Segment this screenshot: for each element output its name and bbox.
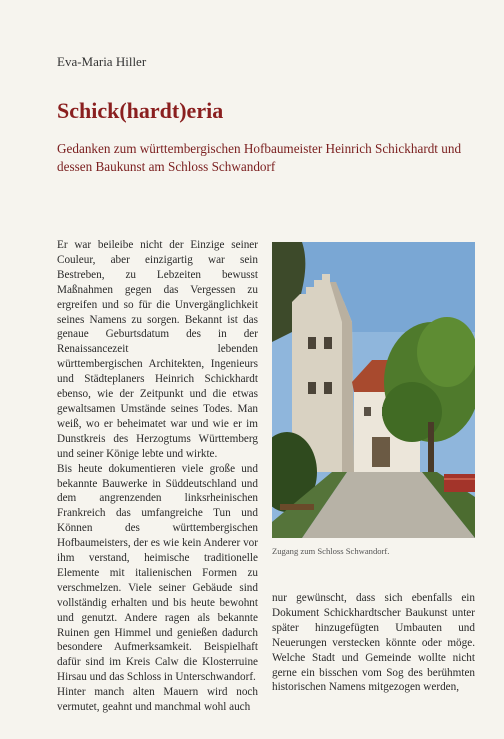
paragraph-continuation: Hinter manch alten Mauern wird noch vermutet, geahnt und manchmal wohl auch <box>57 686 258 714</box>
figure-caption: Zugang zum Schloss Schwandorf. <box>272 546 390 556</box>
author-name: Eva-Maria Hiller <box>57 54 147 69</box>
article-title: Schick(hardt)eria <box>57 98 224 123</box>
paragraph-right: nur gewünscht, dass sich ebenfalls ein Dokument Schickhardtscher Baukunst unter später hinzugefügten Umbauten und Neuerungen verstecken könnte oder möge. Welche Stadt und Gemeinde wollte nicht gerne ein bisschen vom Sog des berühmten historischen Namens mitgezogen werden, <box>272 592 475 694</box>
article-subtitle: Gedanken zum württembergischen Hofbaumeister Heinrich Schickhardt und dessen Baukunst am Schloss Schwandorf <box>57 141 462 174</box>
paragraph-intro: Er war beileibe nicht der Einzige seiner Couleur, aber einzigartig war sein Bestreben, zu Lebzeiten bewusst Maßnahmen gegen das Vergessen zu ergreifen und so für die Unvergänglichkeit seines Namens zu sorgen. Bekannt ist das genaue Geburtsdatum des in der Renaissancezeit lebenden württembergischen Architekten, Ingenieurs und Städteplaners Heinrich Schickhardt ebenso, wie der Zeitpunkt und die etwas gewaltsamen Umstände seines Todes. Man weiß, wo er beheimatet war und wie er im Dunstkreis des Herzogtums Württemberg und seiner Könige lebte und wirkte. <box>57 239 258 460</box>
castle-photo <box>272 242 475 538</box>
right-text-column <box>272 591 475 695</box>
left-text-column <box>57 238 258 715</box>
paragraph-buildings: Bis heute dokumentieren viele große und bekannte Bauwerke in Süddeutschland und dem angrenzenden linksrheinischen Frankreich das umfangreiche Tun und Können des württembergischen Hofbaumeisters, der es wie kein Anderer vor ihm verstand, heimische traditionelle Elemente mit italienischen Formen zu verschmelzen. Viele seiner Gebäude sind vollständig erhalten und bis heute bewohnt und genutzt. Andere ragen als bekannte Ruinen gen Himmel und genießen dadurch besondere Aufmerksamkeit. Beispielhaft dafür sind im Kreis Calw die Klosterruine Hirsau und das Schloss in Unterschwandorf. <box>57 462 258 684</box>
